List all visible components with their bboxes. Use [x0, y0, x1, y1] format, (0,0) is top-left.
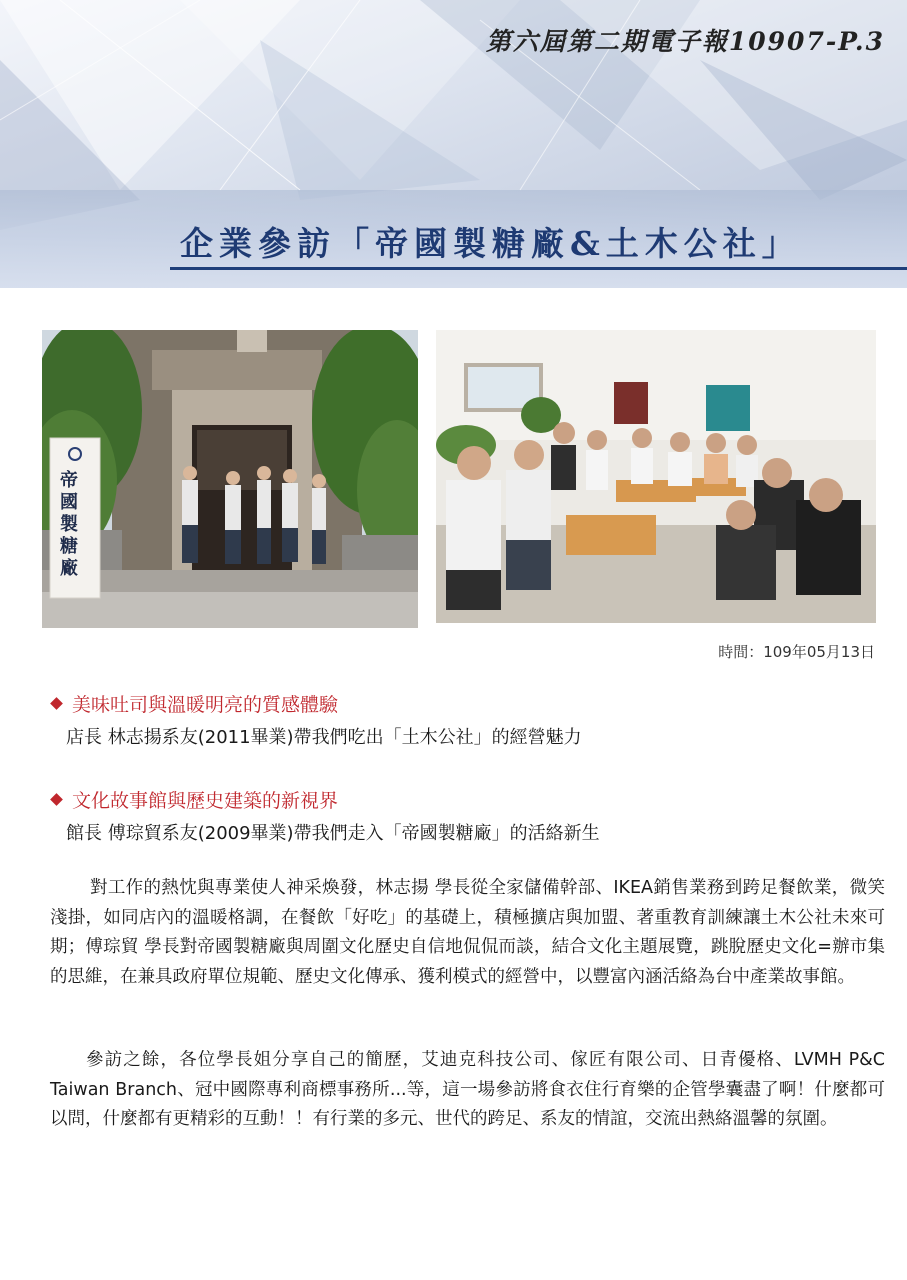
- sign-text: 帝國製糖廠: [60, 470, 78, 579]
- section-heading: [50, 786, 600, 813]
- diamond-bullet-icon: [50, 793, 63, 806]
- photo-group-cafe: [436, 330, 876, 623]
- section-heading-text: 美味吐司與溫暖明亮的質感體驗: [72, 694, 339, 716]
- title-underline: [170, 267, 907, 270]
- section-heading-text: 文化故事館與歷史建築的新視界: [72, 790, 339, 812]
- article-title: 企業參訪「帝國製糖廠&土木公社」: [180, 224, 801, 263]
- photo-factory-entrance: [42, 330, 418, 628]
- section-heading: [50, 690, 582, 717]
- section-subtext: 館長 傅琮貿系友(2009畢業)帶我們走入「帝國製糖廠」的活絡新生: [66, 823, 600, 844]
- body-paragraph: 對工作的熱忱與專業使人神采煥發，林志揚 學長從全家儲備幹部、IKEA銷售業務到跨足餐飲業，微笑淺掛，如同店內的溫暖格調，在餐飲「好吃」的基礎上，積極擴店與加盟、著重教育訓練讓土木公社未來可期；傅琮貿 學長對帝國製糖廠與周圍文化歷史自信地侃侃而談，結合文化主題展覽，跳脫歷史文化=辦市集的思維，在兼具政府單位規範、歷史文化傳承、獲利模式的經營中，以豐富內涵活絡為台中產業故事館。: [50, 878, 885, 987]
- section-subtext: 店長 林志揚系友(2011畢業)帶我們吃出「土木公社」的經營魅力: [66, 727, 582, 748]
- visit-date: 時間：109年05月13日: [718, 643, 875, 661]
- section-culture-museum: [50, 786, 600, 845]
- issue-label: 第六屆第二期電子報10907-P.3: [485, 27, 885, 56]
- body-paragraph: 參訪之餘，各位學長姐分享自己的簡歷，艾迪克科技公司、傢匠有限公司、日青優格、LVMH P&C Taiwan Branch、冠中國際專利商標事務所...等，這一場參訪將食衣住行育樂的企管學囊盡了啊！什麼都可以問，什麼都有更精彩的互動！！有行業的多元、世代的跨足、系友的情誼，交流出熱絡溫馨的氛圍。: [50, 1050, 885, 1129]
- section-toast-experience: [50, 690, 582, 749]
- diamond-bullet-icon: [50, 697, 63, 710]
